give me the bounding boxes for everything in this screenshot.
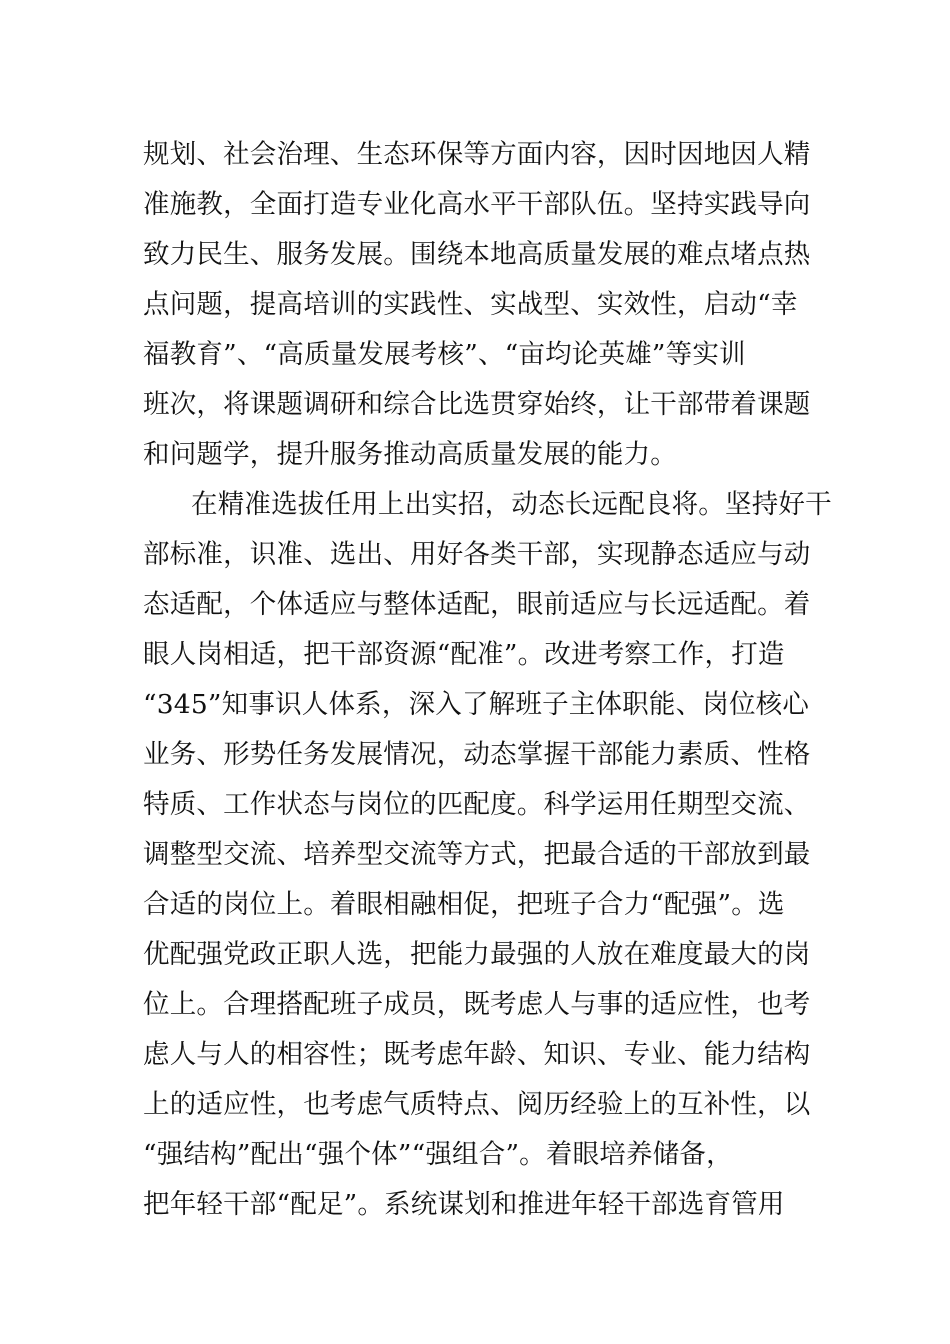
text-line: 福教育”、“高质量发展考核”、“亩均论英雄”等实训: [143, 339, 746, 370]
text-line: 眼人岗相适，把干部资源“配准”。改进考察工作，打造: [143, 639, 785, 670]
text-line: 把年轻干部“配足”。系统谋划和推进年轻干部选育管用: [143, 1189, 785, 1220]
text-line: 特质、工作状态与岗位的匹配度。科学运用任期型交流、: [143, 789, 811, 820]
text-line: “强结构”配出“强个体”“强组合”。着眼培养储备，: [143, 1139, 733, 1170]
text-line: 和问题学，提升服务推动高质量发展的能力。: [143, 439, 677, 470]
body-text: [143, 130, 832, 1230]
text-line: 上的适应性，也考虑气质特点、阅历经验上的互补性，以: [143, 1089, 811, 1120]
text-line: 优配强党政正职人选，把能力最强的人放在难度最大的岗: [143, 939, 811, 970]
text-line: 准施教，全面打造专业化高水平干部队伍。坚持实践导向: [143, 189, 811, 220]
text-line: 态适配，个体适应与整体适配，眼前适应与长远适配。着: [143, 589, 811, 620]
text-line: 班次，将课题调研和综合比选贯穿始终，让干部带着课题: [143, 389, 811, 420]
text-line: 合适的岗位上。着眼相融相促，把班子合力“配强”。选: [143, 889, 785, 920]
text-line: 致力民生、服务发展。围绕本地高质量发展的难点堵点热: [143, 239, 811, 270]
text-line: 规划、社会治理、生态环保等方面内容，因时因地因人精: [143, 139, 811, 170]
paragraph-start-line: 在精准选拔任用上出实招，动态长远配良将。坚持好干: [191, 489, 832, 520]
text-line: 部标准，识准、选出、用好各类干部，实现静态适应与动: [143, 539, 811, 570]
text-line: 业务、形势任务发展情况，动态掌握干部能力素质、性格: [143, 739, 811, 770]
text-line: 点问题，提高培训的实践性、实战型、实效性，启动“幸: [143, 289, 798, 320]
text-line: 虑人与人的相容性；既考虑年龄、知识、专业、能力结构: [143, 1039, 811, 1070]
text-line: 调整型交流、培养型交流等方式，把最合适的干部放到最: [143, 839, 811, 870]
text-line: 位上。合理搭配班子成员，既考虑人与事的适应性，也考: [143, 989, 811, 1020]
text-line: “345”知事识人体系，深入了解班子主体职能、岗位核心: [143, 689, 810, 720]
